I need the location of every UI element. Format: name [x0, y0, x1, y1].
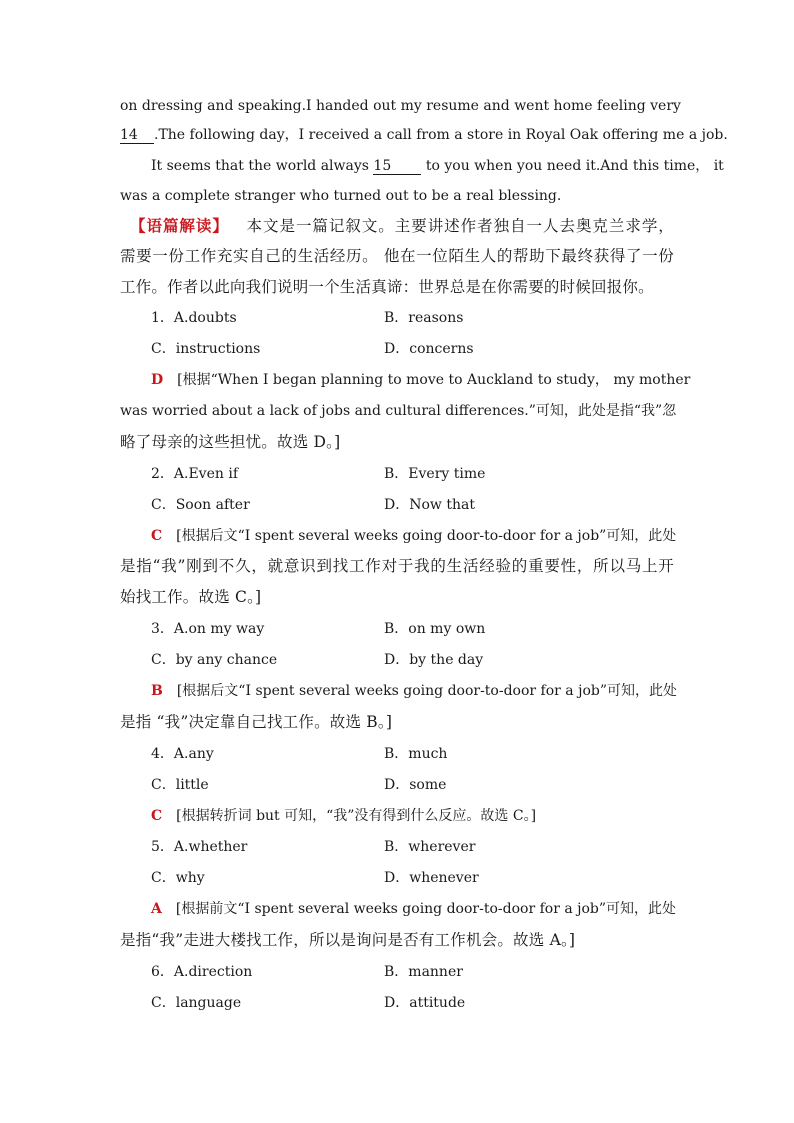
q5-answer: A [151, 901, 162, 917]
q1-explanation-line-3: 略了母亲的这些担忧。故选 D。] [120, 433, 341, 451]
q6-option-d: D．attitude [384, 995, 466, 1011]
q5-option-b: B．wherever [384, 839, 476, 855]
q5-explanation-line-2: 是指“我”走进大楼找工作，所以是询问是否有工作机会。故选 A。] [120, 931, 576, 949]
blank-14: 14 [120, 127, 154, 144]
q3-option-c: C．by any chance [151, 652, 278, 668]
q2-option-a: 2．A.Even if [151, 466, 239, 482]
q3-option-d: D．by the day [384, 652, 484, 668]
q4-exp-1: [根据转折词 but 可知，“我”没有得到什么反应。故选 C。] [176, 808, 537, 824]
q4-option-c: C．little [151, 777, 209, 793]
q1-answer: D [151, 372, 164, 388]
q4-option-a: 4．A.any [151, 746, 214, 762]
q5-explanation-line-1 [151, 899, 677, 919]
blank-15: 15 [373, 158, 421, 175]
passage-line-4: was a complete stranger who turned out to be a real blessing. [120, 188, 562, 204]
q3-option-b: B．on my own [384, 621, 486, 637]
passage-line-1: on dressing and speaking.I handed out my resume and went home feeling very [120, 98, 681, 114]
q2-exp-1: [根据后文“I spent several weeks going door-to-door for a job”可知，此处 [176, 528, 677, 544]
passage-line-2 [120, 125, 728, 145]
analysis-line-1 [130, 216, 674, 236]
q4-option-d: D．some [384, 777, 447, 793]
q2-explanation-line-3: 始找工作。故选 C。] [120, 588, 262, 606]
passage-line-3 [151, 156, 724, 176]
q6-option-b: B．manner [384, 964, 463, 980]
passage-line-3-pre: It seems that the world always [151, 158, 369, 174]
q5-exp-1: [根据前文“I spent several weeks going door-to-door for a job”可知，此处 [175, 901, 677, 917]
q4-answer: C [151, 808, 163, 824]
q2-explanation-line-1 [151, 526, 677, 546]
q1-explanation-line-1 [151, 370, 691, 390]
q2-option-d: D．Now that [384, 497, 475, 513]
q3-explanation-line-2: 是指 “我”决定靠自己找工作。故选 B。] [120, 713, 393, 731]
q2-explanation-line-2: 是指“我”刚到不久，就意识到找工作对于我的生活经验的重要性，所以马上开 [120, 557, 674, 575]
q1-option-b: B．reasons [384, 310, 464, 326]
q5-option-a: 5．A.whether [151, 839, 248, 855]
q5-option-c: C．why [151, 870, 205, 886]
q3-option-a: 3．A.on my way [151, 621, 265, 637]
passage-line-3-post: to you when you need it.And this time， it [425, 158, 724, 174]
q1-option-d: D．concerns [384, 341, 474, 357]
q6-option-a: 6．A.direction [151, 964, 253, 980]
q2-answer: C [151, 528, 163, 544]
q1-explanation-line-2: was worried about a lack of jobs and cultural differences.”可知，此处是指“我”忽 [120, 403, 677, 419]
q4-option-b: B．much [384, 746, 448, 762]
q1-exp-1: [根据“When I began planning to move to Auckland to study， my mother [177, 372, 691, 388]
passage-line-2-text: .The following day，I received a call from a store in Royal Oak offering me a job. [154, 127, 728, 143]
q5-option-d: D．whenever [384, 870, 479, 886]
q2-option-c: C．Soon after [151, 497, 250, 513]
analysis-line-3: 工作。作者以此向我们说明一个生活真谛：世界总是在你需要的时候回报你。 [120, 278, 654, 296]
q6-option-c: C．language [151, 995, 242, 1011]
q2-option-b: B．Every time [384, 466, 486, 482]
q3-explanation-line-1 [151, 681, 677, 701]
q1-option-a: 1．A.doubts [151, 310, 237, 326]
analysis-text-1: 本文是一篇记叙文。主要讲述作者独自一人去奥克兰求学， [246, 217, 675, 235]
q1-option-c: C．instructions [151, 341, 261, 357]
q4-explanation-line-1 [151, 806, 674, 826]
q3-exp-1: [根据后文“I spent several weeks going door-to-door for a job”可知，此处 [176, 683, 677, 699]
analysis-line-2: 需要一份工作充实自己的生活经历。 他在一位陌生人的帮助下最终获得了一份 [120, 247, 674, 265]
q3-answer: B [151, 683, 163, 699]
analysis-tag: 【语篇解读】 [130, 216, 229, 235]
